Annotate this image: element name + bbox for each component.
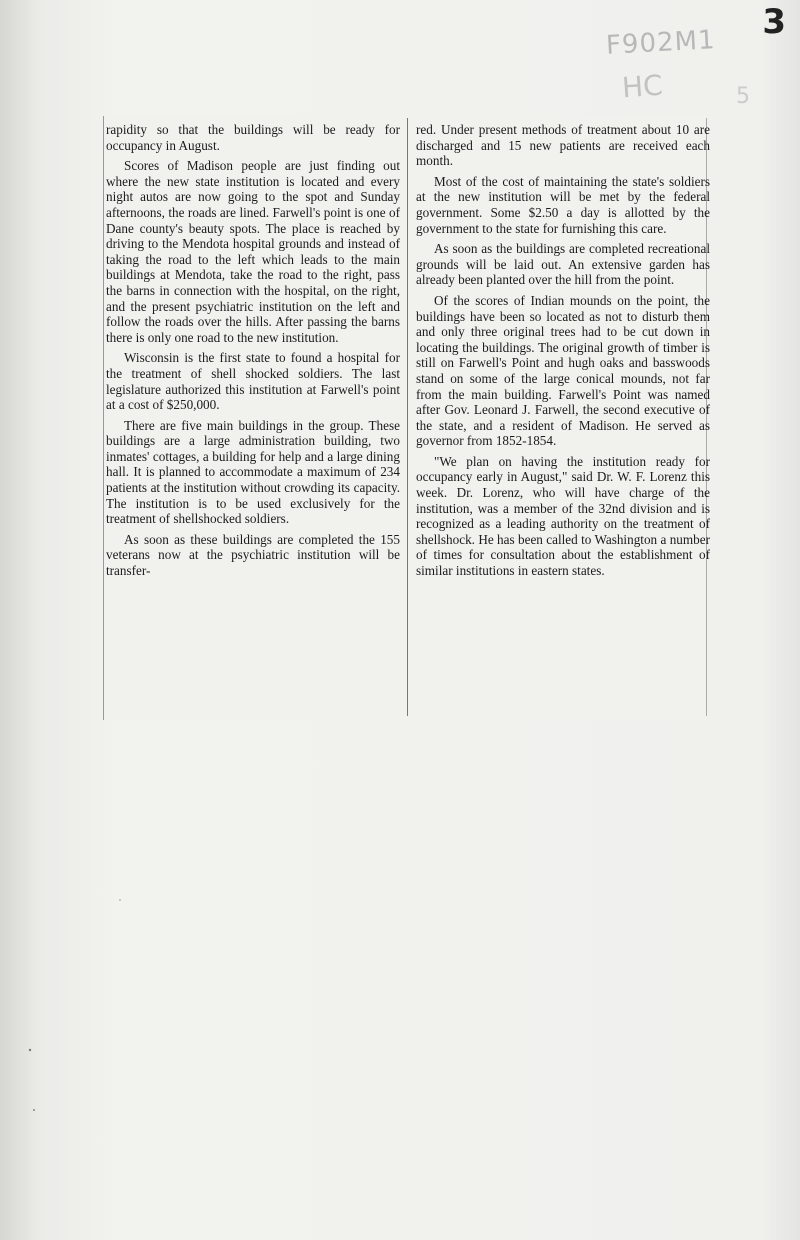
paragraph: Wisconsin is the first state to found a hospital for the treatment of shell shocked soldiers. The last legislature authorized this institution at Farwell's point at a cost of $250,000.: [106, 350, 400, 413]
page-number: 3: [762, 2, 786, 42]
archive-mark-pencil-3: 5: [736, 84, 750, 109]
paragraph: red. Under present methods of treatment about 10 are discharged and 15 new patients are received each month.: [416, 122, 710, 169]
paragraph: As soon as the buildings are completed recreational grounds will be laid out. An extensive garden has already been planted over the hill from the point.: [416, 241, 710, 288]
paragraph: Most of the cost of maintaining the state's soldiers at the new institution will be met by the federal government. Some $2.50 a day is allotted by the government to the state for furnishing this care.: [416, 173, 710, 236]
paragraph: Scores of Madison people are just finding out where the new state institution is located and every night autos are now going to the spot and Sunday afternoons, the roads are lined. Farwell's point is one of Dane county's beauty spots. The place is reached by driving to the Mendota hospital grounds and instead of taking the road to the left which leads to the main buildings at Mendota, take the road to the right, pass the barns in connection with the hospital, on the right, and the present psychiatric institution on the left and follow the roads over the hills. After passing the barns there is only one road to the new institution.: [106, 158, 400, 345]
archive-mark-pencil-2: HC: [620, 68, 664, 105]
archive-mark-pencil: F902M1: [605, 25, 717, 61]
paragraph: rapidity so that the buildings will be ready for occupancy in August.: [106, 122, 400, 153]
paragraph: "We plan on having the institution ready for occupancy early in August," said Dr. W. F. Lorenz this week. Dr. Lorenz, who will have charge of the institution, was a member of the 32nd division and is recognized as a leading authority on the treatment of shellshock. He has been called to Washington a number of times for consultation about the establishment of similar institutions in eastern states.: [416, 453, 710, 579]
paragraph: There are five main buildings in the group. These buildings are a large administration building, two inmates' cottages, a building for help and a large dining hall. It is planned to accommodate a maximum of 234 patients at the institution without crowding its capacity. The institution is to be used exclusively for the treatment of shellshocked soldiers.: [106, 417, 400, 527]
paragraph: Of the scores of Indian mounds on the point, the buildings have been so located as not to disturb them and only three original trees had to be cut down in locating the buildings. The original growth of timber is still on Farwell's Point and hugh oaks and basswoods stand on some of the large conical mounds, not far from the main building. Farwell's Point was named after Gov. Leonard J. Farwell, the second executive of the state, and a resident of Madison. He served as governor from 1852-1854.: [416, 292, 710, 449]
paragraph: As soon as these buildings are completed the 155 veterans now at the psychiatric institution will be transfer-: [106, 531, 400, 579]
